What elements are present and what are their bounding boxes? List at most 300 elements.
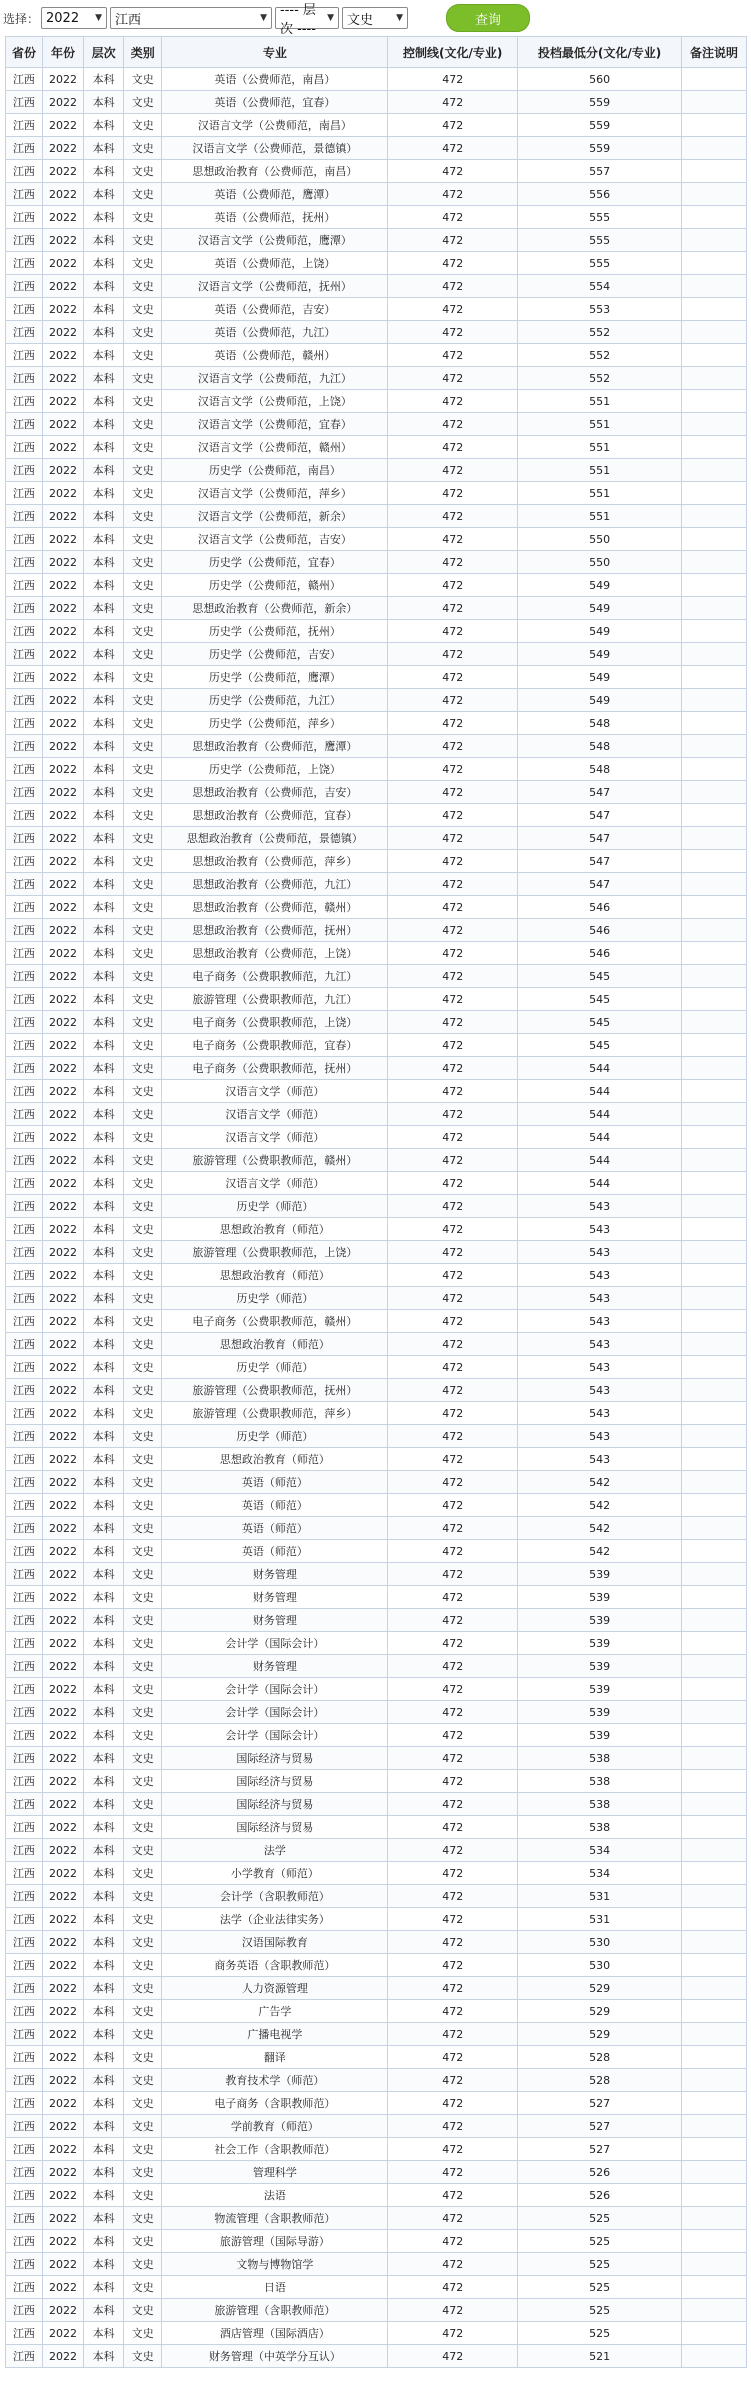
cell-year: 2022	[42, 68, 83, 91]
cell-category: 文史	[124, 666, 162, 689]
cell-control-line: 472	[388, 1517, 518, 1540]
table-row	[6, 1586, 747, 1609]
cell-level: 本科	[84, 2230, 124, 2253]
cell-control-line: 472	[388, 1471, 518, 1494]
cell-remarks	[682, 1264, 747, 1287]
cell-province: 江西	[6, 735, 43, 758]
cell-remarks	[682, 1908, 747, 1931]
cell-min-score: 542	[518, 1517, 682, 1540]
cell-min-score: 544	[518, 1057, 682, 1080]
cell-control-line: 472	[388, 1264, 518, 1287]
cell-remarks	[682, 1011, 747, 1034]
category-select[interactable]	[342, 7, 408, 29]
cell-major: 英语（公费师范，吉安）	[162, 298, 388, 321]
table-row	[6, 2345, 747, 2368]
table-row	[6, 1126, 747, 1149]
cell-remarks	[682, 1586, 747, 1609]
cell-level: 本科	[84, 1287, 124, 1310]
cell-province: 江西	[6, 1954, 43, 1977]
cell-control-line: 472	[388, 413, 518, 436]
cell-province: 江西	[6, 827, 43, 850]
cell-control-line: 472	[388, 1494, 518, 1517]
cell-category: 文史	[124, 896, 162, 919]
cell-min-score: 544	[518, 1126, 682, 1149]
cell-min-score: 543	[518, 1310, 682, 1333]
table-row	[6, 206, 747, 229]
cell-province: 江西	[6, 2322, 43, 2345]
cell-major: 历史学（师范）	[162, 1287, 388, 1310]
cell-major: 汉语言文学（公费师范，鹰潭）	[162, 229, 388, 252]
cell-province: 江西	[6, 436, 43, 459]
cell-min-score: 552	[518, 367, 682, 390]
cell-province: 江西	[6, 344, 43, 367]
cell-category: 文史	[124, 1264, 162, 1287]
table-row	[6, 1563, 747, 1586]
cell-remarks	[682, 1103, 747, 1126]
cell-remarks	[682, 183, 747, 206]
table-row	[6, 2161, 747, 2184]
cell-province: 江西	[6, 620, 43, 643]
cell-level: 本科	[84, 1678, 124, 1701]
cell-control-line: 472	[388, 1770, 518, 1793]
cell-year: 2022	[42, 2115, 83, 2138]
cell-control-line: 472	[388, 206, 518, 229]
cell-province: 江西	[6, 528, 43, 551]
cell-min-score: 554	[518, 275, 682, 298]
cell-category: 文史	[124, 91, 162, 114]
cell-category: 文史	[124, 1494, 162, 1517]
cell-major: 国际经济与贸易	[162, 1770, 388, 1793]
cell-remarks	[682, 1632, 747, 1655]
table-row	[6, 2276, 747, 2299]
cell-year: 2022	[42, 1402, 83, 1425]
cell-category: 文史	[124, 1379, 162, 1402]
cell-category: 文史	[124, 528, 162, 551]
cell-min-score: 547	[518, 850, 682, 873]
filter-label: 选择：	[3, 11, 40, 26]
cell-control-line: 472	[388, 160, 518, 183]
cell-control-line: 472	[388, 735, 518, 758]
cell-province: 江西	[6, 1241, 43, 1264]
cell-level: 本科	[84, 1356, 124, 1379]
cell-category: 文史	[124, 482, 162, 505]
cell-min-score: 542	[518, 1494, 682, 1517]
cell-category: 文史	[124, 1172, 162, 1195]
cell-category: 文史	[124, 252, 162, 275]
cell-control-line: 472	[388, 229, 518, 252]
cell-level: 本科	[84, 1126, 124, 1149]
cell-min-score: 549	[518, 666, 682, 689]
cell-min-score: 526	[518, 2161, 682, 2184]
cell-remarks	[682, 2253, 747, 2276]
cell-level: 本科	[84, 873, 124, 896]
table-row	[6, 344, 747, 367]
cell-min-score: 539	[518, 1586, 682, 1609]
cell-province: 江西	[6, 2345, 43, 2368]
cell-min-score: 525	[518, 2299, 682, 2322]
cell-min-score: 551	[518, 436, 682, 459]
cell-year: 2022	[42, 1862, 83, 1885]
cell-control-line: 472	[388, 1655, 518, 1678]
cell-province: 江西	[6, 574, 43, 597]
cell-year: 2022	[42, 2046, 83, 2069]
cell-level: 本科	[84, 528, 124, 551]
cell-min-score: 543	[518, 1241, 682, 1264]
cell-remarks	[682, 2322, 747, 2345]
cell-min-score: 549	[518, 620, 682, 643]
cell-min-score: 545	[518, 1011, 682, 1034]
cell-province: 江西	[6, 137, 43, 160]
cell-min-score: 539	[518, 1701, 682, 1724]
cell-control-line: 472	[388, 1586, 518, 1609]
cell-major: 思想政治教育（公费师范，赣州）	[162, 896, 388, 919]
cell-control-line: 472	[388, 183, 518, 206]
cell-year: 2022	[42, 804, 83, 827]
table-row	[6, 827, 747, 850]
cell-level: 本科	[84, 275, 124, 298]
cell-year: 2022	[42, 436, 83, 459]
cell-control-line: 472	[388, 804, 518, 827]
cell-category: 文史	[124, 1287, 162, 1310]
cell-level: 本科	[84, 2299, 124, 2322]
cell-province: 江西	[6, 1793, 43, 1816]
cell-category: 文史	[124, 2253, 162, 2276]
cell-major: 历史学（公费师范，萍乡）	[162, 712, 388, 735]
cell-level: 本科	[84, 965, 124, 988]
cell-category: 文史	[124, 137, 162, 160]
cell-major: 汉语言文学（师范）	[162, 1080, 388, 1103]
province-select-value: 江西	[115, 12, 142, 28]
cell-major: 英语（公费师范，上饶）	[162, 252, 388, 275]
cell-category: 文史	[124, 1448, 162, 1471]
table-row	[6, 1425, 747, 1448]
cell-control-line: 472	[388, 2322, 518, 2345]
cell-remarks	[682, 2299, 747, 2322]
cell-year: 2022	[42, 1264, 83, 1287]
cell-year: 2022	[42, 344, 83, 367]
cell-control-line: 472	[388, 2345, 518, 2368]
cell-province: 江西	[6, 1126, 43, 1149]
cell-major: 旅游管理（公费职教师范，九江）	[162, 988, 388, 1011]
cell-category: 文史	[124, 2230, 162, 2253]
level-select[interactable]	[275, 3, 339, 37]
cell-major: 汉语国际教育	[162, 1931, 388, 1954]
cell-category: 文史	[124, 459, 162, 482]
cell-category: 文史	[124, 1034, 162, 1057]
cell-category: 文史	[124, 390, 162, 413]
cell-control-line: 472	[388, 1977, 518, 2000]
cell-major: 历史学（公费师范，宜春）	[162, 551, 388, 574]
cell-major: 社会工作（含职教师范）	[162, 2138, 388, 2161]
cell-level: 本科	[84, 1724, 124, 1747]
cell-category: 文史	[124, 1586, 162, 1609]
cell-province: 江西	[6, 758, 43, 781]
cell-level: 本科	[84, 2069, 124, 2092]
cell-year: 2022	[42, 160, 83, 183]
cell-major: 财务管理	[162, 1609, 388, 1632]
cell-level: 本科	[84, 1609, 124, 1632]
cell-control-line: 472	[388, 390, 518, 413]
cell-major: 电子商务（公费职教师范，宜春）	[162, 1034, 388, 1057]
cell-year: 2022	[42, 2184, 83, 2207]
cell-remarks	[682, 1471, 747, 1494]
cell-year: 2022	[42, 1218, 83, 1241]
cell-remarks	[682, 2207, 747, 2230]
cell-remarks	[682, 1885, 747, 1908]
cell-remarks	[682, 2092, 747, 2115]
table-row	[6, 436, 747, 459]
cell-major: 思想政治教育（公费师范，鹰潭）	[162, 735, 388, 758]
cell-remarks	[682, 390, 747, 413]
cell-level: 本科	[84, 1494, 124, 1517]
cell-province: 江西	[6, 114, 43, 137]
cell-major: 电子商务（公费职教师范，抚州）	[162, 1057, 388, 1080]
cell-remarks	[682, 206, 747, 229]
cell-min-score: 534	[518, 1862, 682, 1885]
cell-year: 2022	[42, 1448, 83, 1471]
cell-min-score: 538	[518, 1793, 682, 1816]
cell-level: 本科	[84, 781, 124, 804]
cell-province: 江西	[6, 2184, 43, 2207]
cell-province: 江西	[6, 1402, 43, 1425]
cell-level: 本科	[84, 367, 124, 390]
cell-province: 江西	[6, 1655, 43, 1678]
cell-category: 文史	[124, 804, 162, 827]
cell-year: 2022	[42, 1931, 83, 1954]
cell-level: 本科	[84, 1839, 124, 1862]
cell-major: 思想政治教育（公费师范，南昌）	[162, 160, 388, 183]
table-row	[6, 1885, 747, 1908]
cell-major: 小学教育（师范）	[162, 1862, 388, 1885]
table-row	[6, 91, 747, 114]
cell-year: 2022	[42, 896, 83, 919]
cell-control-line: 472	[388, 2230, 518, 2253]
cell-category: 文史	[124, 1011, 162, 1034]
cell-year: 2022	[42, 1701, 83, 1724]
cell-major: 英语（师范）	[162, 1494, 388, 1517]
cell-control-line: 472	[388, 1724, 518, 1747]
cell-min-score: 543	[518, 1333, 682, 1356]
cell-min-score: 553	[518, 298, 682, 321]
table-row	[6, 919, 747, 942]
cell-remarks	[682, 965, 747, 988]
cell-year: 2022	[42, 1747, 83, 1770]
cell-year: 2022	[42, 1425, 83, 1448]
cell-category: 文史	[124, 2000, 162, 2023]
cell-min-score: 528	[518, 2046, 682, 2069]
cell-level: 本科	[84, 2253, 124, 2276]
cell-min-score: 539	[518, 1678, 682, 1701]
cell-category: 文史	[124, 2207, 162, 2230]
cell-level: 本科	[84, 597, 124, 620]
cell-year: 2022	[42, 827, 83, 850]
cell-level: 本科	[84, 206, 124, 229]
cell-control-line: 472	[388, 2138, 518, 2161]
cell-level: 本科	[84, 1172, 124, 1195]
cell-remarks	[682, 896, 747, 919]
chevron-down-icon: ▼	[327, 13, 335, 23]
cell-year: 2022	[42, 1885, 83, 1908]
table-row	[6, 1632, 747, 1655]
cell-major: 国际经济与贸易	[162, 1816, 388, 1839]
search-button[interactable]: 查询	[446, 4, 530, 32]
cell-control-line: 472	[388, 1310, 518, 1333]
cell-province: 江西	[6, 321, 43, 344]
cell-level: 本科	[84, 551, 124, 574]
cell-min-score: 547	[518, 781, 682, 804]
table-row	[6, 68, 747, 91]
cell-level: 本科	[84, 1586, 124, 1609]
cell-control-line: 472	[388, 91, 518, 114]
header-province: 省份	[6, 37, 43, 68]
cell-province: 江西	[6, 1563, 43, 1586]
cell-category: 文史	[124, 1241, 162, 1264]
cell-category: 文史	[124, 1471, 162, 1494]
cell-min-score: 550	[518, 528, 682, 551]
cell-level: 本科	[84, 505, 124, 528]
cell-level: 本科	[84, 1563, 124, 1586]
cell-level: 本科	[84, 482, 124, 505]
table-row	[6, 1770, 747, 1793]
table-body	[6, 68, 747, 2368]
cell-province: 江西	[6, 1425, 43, 1448]
cell-year: 2022	[42, 1034, 83, 1057]
cell-category: 文史	[124, 597, 162, 620]
table-row	[6, 850, 747, 873]
cell-control-line: 472	[388, 1241, 518, 1264]
cell-remarks	[682, 2069, 747, 2092]
cell-major: 法语	[162, 2184, 388, 2207]
cell-remarks	[682, 1494, 747, 1517]
cell-control-line: 472	[388, 2253, 518, 2276]
cell-remarks	[682, 413, 747, 436]
province-select[interactable]	[110, 7, 272, 29]
cell-year: 2022	[42, 712, 83, 735]
cell-level: 本科	[84, 1655, 124, 1678]
cell-control-line: 472	[388, 1954, 518, 1977]
cell-level: 本科	[84, 1333, 124, 1356]
cell-min-score: 527	[518, 2115, 682, 2138]
cell-remarks	[682, 528, 747, 551]
cell-level: 本科	[84, 1425, 124, 1448]
cell-major: 汉语言文学（公费师范，萍乡）	[162, 482, 388, 505]
cell-control-line: 472	[388, 2299, 518, 2322]
table-row	[6, 620, 747, 643]
cell-remarks	[682, 574, 747, 597]
cell-category: 文史	[124, 689, 162, 712]
cell-major: 思想政治教育（公费师范，抚州）	[162, 919, 388, 942]
cell-year: 2022	[42, 1356, 83, 1379]
table-row	[6, 2092, 747, 2115]
table-row	[6, 1172, 747, 1195]
cell-remarks	[682, 229, 747, 252]
cell-major: 汉语言文学（公费师范，新余）	[162, 505, 388, 528]
cell-category: 文史	[124, 160, 162, 183]
cell-major: 汉语言文学（公费师范，宜春）	[162, 413, 388, 436]
cell-min-score: 530	[518, 1954, 682, 1977]
cell-province: 江西	[6, 183, 43, 206]
cell-level: 本科	[84, 1747, 124, 1770]
cell-control-line: 472	[388, 643, 518, 666]
cell-control-line: 472	[388, 1632, 518, 1655]
cell-year: 2022	[42, 2253, 83, 2276]
table-row	[6, 551, 747, 574]
cell-level: 本科	[84, 804, 124, 827]
table-row	[6, 781, 747, 804]
cell-province: 江西	[6, 298, 43, 321]
year-select[interactable]	[41, 7, 107, 29]
cell-min-score: 543	[518, 1448, 682, 1471]
cell-year: 2022	[42, 459, 83, 482]
cell-remarks	[682, 2184, 747, 2207]
cell-year: 2022	[42, 1816, 83, 1839]
cell-year: 2022	[42, 229, 83, 252]
cell-min-score: 530	[518, 1931, 682, 1954]
cell-province: 江西	[6, 873, 43, 896]
cell-level: 本科	[84, 91, 124, 114]
cell-level: 本科	[84, 2115, 124, 2138]
cell-major: 旅游管理（公费职教师范，赣州）	[162, 1149, 388, 1172]
cell-level: 本科	[84, 1793, 124, 1816]
cell-control-line: 472	[388, 459, 518, 482]
table-row	[6, 2069, 747, 2092]
cell-level: 本科	[84, 919, 124, 942]
cell-major: 历史学（师范）	[162, 1195, 388, 1218]
cell-control-line: 472	[388, 2000, 518, 2023]
table-header-row	[6, 37, 747, 68]
table-row	[6, 1517, 747, 1540]
cell-level: 本科	[84, 1908, 124, 1931]
cell-province: 江西	[6, 712, 43, 735]
cell-province: 江西	[6, 1885, 43, 1908]
cell-level: 本科	[84, 827, 124, 850]
cell-min-score: 543	[518, 1264, 682, 1287]
cell-control-line: 472	[388, 574, 518, 597]
cell-level: 本科	[84, 643, 124, 666]
table-row	[6, 1678, 747, 1701]
cell-min-score: 543	[518, 1195, 682, 1218]
cell-category: 文史	[124, 1310, 162, 1333]
table-row	[6, 758, 747, 781]
table-row	[6, 114, 747, 137]
cell-control-line: 472	[388, 2207, 518, 2230]
cell-major: 商务英语（含职教师范）	[162, 1954, 388, 1977]
cell-min-score: 547	[518, 804, 682, 827]
cell-control-line: 472	[388, 620, 518, 643]
chevron-down-icon: ▼	[260, 13, 268, 23]
cell-control-line: 472	[388, 1034, 518, 1057]
cell-min-score: 544	[518, 1149, 682, 1172]
cell-min-score: 544	[518, 1080, 682, 1103]
cell-remarks	[682, 1793, 747, 1816]
cell-min-score: 525	[518, 2253, 682, 2276]
cell-year: 2022	[42, 2230, 83, 2253]
cell-major: 国际经济与贸易	[162, 1793, 388, 1816]
cell-level: 本科	[84, 413, 124, 436]
cell-year: 2022	[42, 1379, 83, 1402]
cell-major: 英语（公费师范，宜春）	[162, 91, 388, 114]
cell-province: 江西	[6, 2092, 43, 2115]
cell-remarks	[682, 1563, 747, 1586]
cell-min-score: 543	[518, 1218, 682, 1241]
cell-remarks	[682, 1126, 747, 1149]
cell-province: 江西	[6, 1057, 43, 1080]
cell-major: 思想政治教育（公费师范，新余）	[162, 597, 388, 620]
cell-major: 会计学（国际会计）	[162, 1724, 388, 1747]
cell-level: 本科	[84, 321, 124, 344]
cell-level: 本科	[84, 988, 124, 1011]
cell-year: 2022	[42, 988, 83, 1011]
